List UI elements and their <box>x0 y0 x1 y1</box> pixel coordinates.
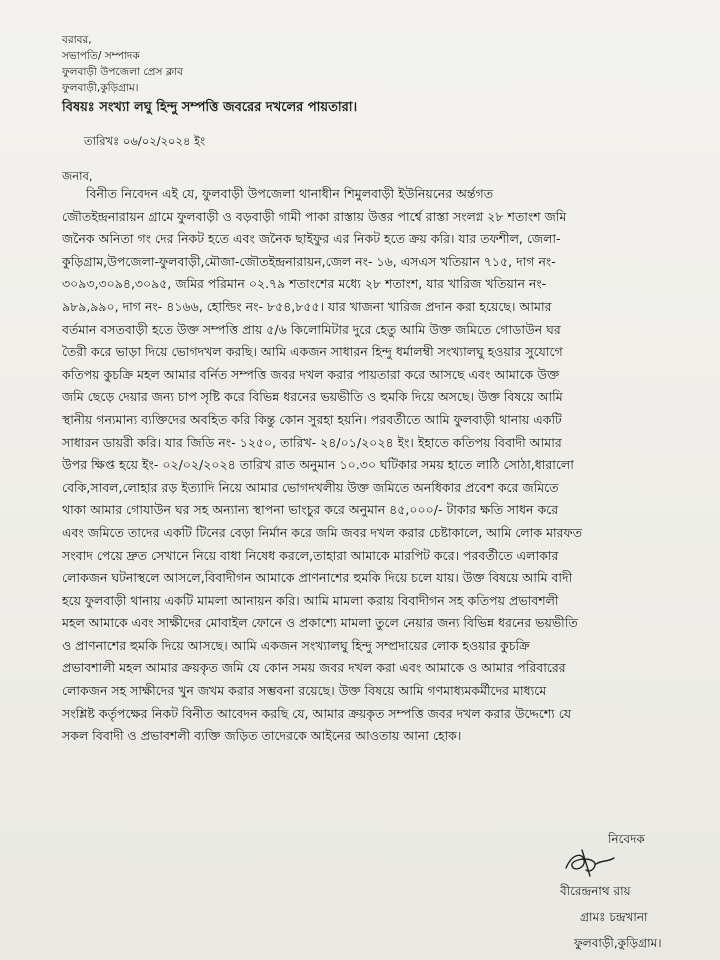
handwritten-signature <box>560 846 620 880</box>
body-line: লোকজন সহ সাক্ষীদের খুন জখম করার সম্ভবনা রয়েছে। উক্ত বিষয়ে আমি গণমাধ্যমকর্মীদের মাধ্যমে <box>62 683 547 699</box>
body-line: থাকা আমার গোযাউন ঘর সহ অন্যান্য স্থাপনা ভাংচুর করে অনুমান ৪৫,০০০/- টাকার ক্ষতি সাধন করে <box>62 502 559 518</box>
address-line: ফুলবাড়ী উপজেলা প্রেস ক্লাব <box>62 66 183 78</box>
letter-body <box>62 183 680 748</box>
body-line: লোকজন ঘটনাস্থলে আসলে,বিবাদীগন আমাকে প্রাণনাশের হুমকি দিয়ে চলে যায়। উক্ত বিষয়ে আমি বাদী <box>62 570 573 586</box>
body-line: সকল বিবাদী ও প্রভাবশলী ব্যক্তি জড়িত তাদেরকে আইনের আওতায় আনা হোক। <box>62 728 462 744</box>
signer-village: গ্রামঃ চন্দ্রখানা <box>580 910 648 924</box>
body-line: তৈরী করে ভাড়া দিয়ে ভোগদখল করছি। আমি একজন সাধারন হিন্দু ধর্মালম্বী সংখ্যালঘু হওয়ার সুযোগে <box>62 344 563 360</box>
closing-word: নিবেদক <box>608 832 645 846</box>
body-line: ৩০৯৩,৩০৯৪,৩০৯৫, জমির পরিমান ০২.৭৯ শতাংশের মধ্যে ২৮ শতাংশ, যার খারিজ খতিয়ান নং- <box>62 276 547 292</box>
body-line: জমি ছেড়ে দেয়ার জন্য চাপ সৃষ্টি করে বিভিন্ন ধরনের ভয়ভীতি ও হুমকি দিয়ে অসছে। উক্ত বিষয়ে আমি <box>62 389 563 405</box>
signer-name: বীরেন্দ্রনাথ রায় <box>560 884 631 898</box>
address-line: সভাপতি/ সম্পাদক <box>62 50 140 62</box>
address-line: ফুলবাড়ী,কুড়িগ্রাম। <box>62 82 139 94</box>
body-line: হয়ে ফুলবাড়ী থানায় একটি মামলা আনায়ন করি। আমি মামলা করায় বিবাদীগন সহ কতিপয় প্রভাবশলী <box>62 592 559 608</box>
body-line: জনৈক অনিতা গং দের নিকট হতে এবং জনৈক ছাইফুর এর নিকট হতে ক্রয় করি। যার তফশীল, জেলা- <box>62 231 561 247</box>
body-line: বেকি,সাবল,লোহার রড় ইত্যাদি নিয়ে আমার ভোগদখলীয় উক্ত জমিতে অনধিকার প্রবেশ করে জমিতে <box>62 479 559 495</box>
body-line: কুড়িগ্রাম,উপজেলা-ফুলবাড়ী,মৌজা-জৌতইন্দ্রনারায়ন,জেল নং- ১৬, এসএস খতিয়ান ৭১৫, দাগ নং- <box>62 253 556 269</box>
body-line: মহল আমাকে এবং সাক্ষীদের মোবাইল ফোনে ও প্রকাশ্যে মামলা তুলে নেয়ার জন্য বিভিন্ন ধরনের ভয়ভীতি <box>62 615 578 631</box>
body-line: সংশ্লিষ্ট কর্তৃপক্ষের নিকট বিনীত আবেদন করছি যে, আমার ক্রয়কৃত সম্পত্তি জবর দখল করার উদ্দেশ্যে যে <box>62 705 572 721</box>
body-line: সাধারন ডায়রী করি। যার জিডি নং- ১২৫০, তারিখ- ২৪/০১/২০২৪ ইং। ইহাতে কতিপয় বিবাদী আমার <box>62 434 562 450</box>
address-line: বরাবর, <box>62 34 92 46</box>
body-line: জৌতইন্দ্রনারায়ন গ্রামে ফুলবাড়ী ও বড়বাড়ী গামী পাকা রাস্তায় উত্তর পার্শ্বে রাস্তা সংলগ্ন ২৮ শতাংশ জমি <box>62 208 567 224</box>
letter-subject: বিষয়ঃ সংখ্যা লঘু হিন্দু সম্পত্তি জবরের দখলের পায়তারা। <box>62 100 358 115</box>
body-line: প্রভাবশালী মহল আমার ক্রয়কৃত জমি যে কোন সময় জবর দখল করা এবং আমাকে ও আমার পরিবারের <box>62 660 566 676</box>
signer-location: ফুলবাড়ী,কুড়িগ্রাম। <box>574 936 662 950</box>
body-line: ৯৮৯,৯৯০, দাগ নং- ৪১৬৬, হোল্ডিং নং- ৮৫৪,৮৫৫। যার খাজনা খারিজ প্রদান করা হয়েছে। আমার <box>62 298 552 314</box>
recipient-address <box>62 32 183 96</box>
body-line: স্থানীয় গন্যমান্য ব্যক্তিদের অবহিত করি কিন্তু কোন সুরহা হয়নি। পরবর্তীতে আমি ফুলবাড়ী থানায় একটি <box>62 411 562 427</box>
body-line: বিনীত নিবেদন এই যে, ফুলবাড়ী উপজেলা থানাধীন শিমুলবাড়ী ইউনিয়নের অর্ন্তগত <box>86 186 494 201</box>
body-line: সংবাদ পেয়ে দ্রুত সেখানে নিয়ে বাধা নিষেধ করলে,তাহারা আমাকে মারপিট করে। পরবর্তীতে এলাকার <box>62 547 559 563</box>
letter-date: তারিখঃ ০৬/০২/২০২৪ ইং <box>84 134 206 148</box>
body-line: বর্তমান বসতবাড়ী হতে উক্ত সম্পত্তি প্রায় ৫/৬ কিলোমিটার দুরে হেতু আমি উক্ত জমিতে গোডাউন ঘর <box>62 321 561 337</box>
body-line: উপর ক্ষিপ্ত হয়ে ইং- ০২/০২/২০২৪ তারিখ রাত অনুমান ১০.৩০ ঘটিকার সময় হাতে লাঠি সোঠা,ধারালো <box>62 457 574 473</box>
body-line: কতিপয় কুচক্রি মহল আমার বর্নিত সম্পত্তি জবর দখল করার পায়তারা করে আসছে এবং আমাকে উক্ত <box>62 366 560 382</box>
body-line: এবং জমিতে তাদের একটি টিনের বেড়া নির্মান করে জমি জবর দখল করার চেষ্টাকালে, আমি লোক মারফত <box>62 524 583 540</box>
salutation: জনাব, <box>62 169 93 183</box>
body-line: ও প্রাণনাশের হুমকি দিয়ে আসছে। আমি একজন সংখ্যালঘু হিন্দু সম্প্রদায়ের লোক হওয়ার কুচক্রি <box>62 637 530 653</box>
